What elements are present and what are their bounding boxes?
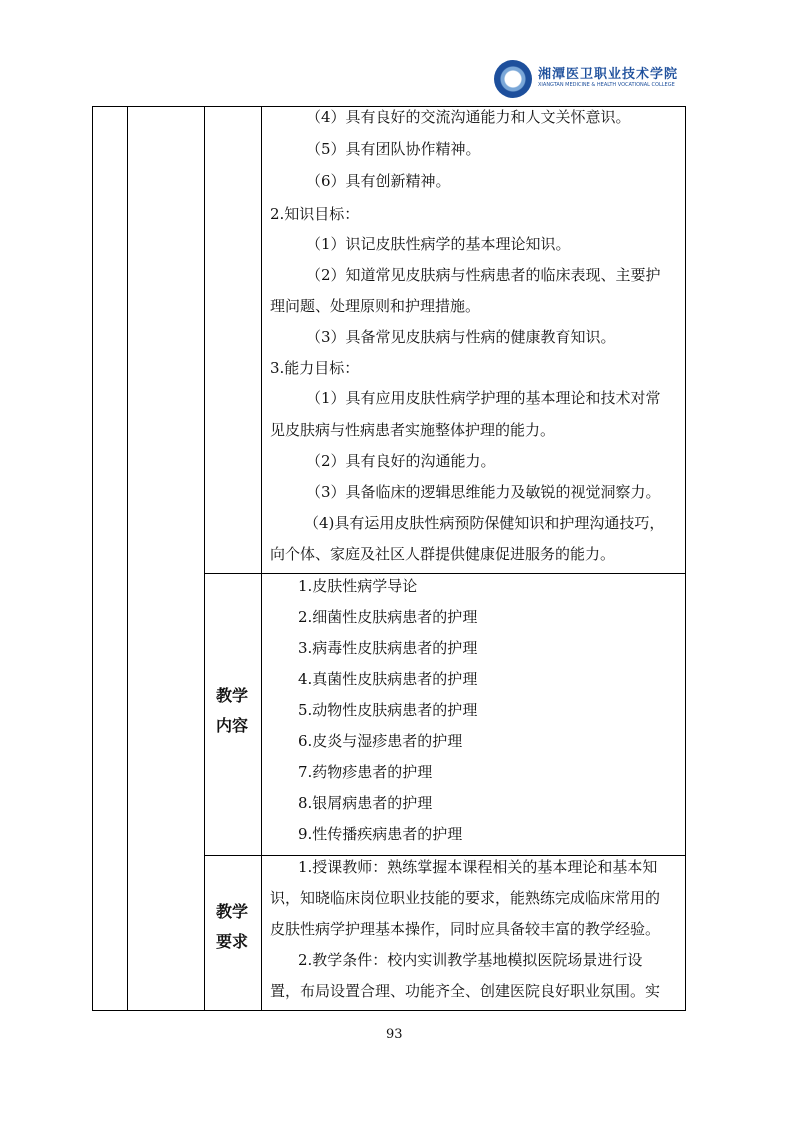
col-border-right	[685, 106, 686, 1011]
content-item: 7.药物疹患者的护理	[298, 763, 433, 781]
content-item: 4.真菌性皮肤病患者的护理	[298, 670, 478, 688]
content-label-line1: 教学	[216, 686, 249, 705]
objective-line: （4）具有良好的交流沟通能力和人文关怀意识。	[306, 108, 631, 126]
objective-line: 理问题、处理原则和护理措施。	[270, 297, 481, 315]
objective-heading: 3.能力目标：	[270, 359, 360, 377]
requirement-line: 1.授课教师：熟练掌握本课程相关的基本理论和基本知	[298, 858, 658, 876]
content-item: 2.细菌性皮肤病患者的护理	[298, 608, 478, 626]
college-logo	[494, 60, 679, 100]
requirement-line: 置，布局设置合理、功能齐全、创建医院良好职业氛围。实	[270, 982, 661, 1000]
course-table	[92, 106, 686, 1011]
objective-line: （1）具有应用皮肤性病学护理的基本理论和技术对常	[306, 389, 661, 407]
requirement-line: 皮肤性病学护理基本操作，同时应具备较丰富的教学经验。	[270, 920, 661, 938]
content-item: 8.银屑病患者的护理	[298, 794, 433, 812]
row-divider-requirements	[204, 855, 686, 856]
requirements-label-line1: 教学	[216, 902, 249, 921]
objective-line: （2）知道常见皮肤病与性病患者的临床表现、主要护	[306, 266, 661, 284]
row-divider-content	[204, 573, 686, 574]
content-item: 1.皮肤性病学导论	[298, 577, 418, 595]
content-label-line2: 内容	[216, 716, 249, 735]
college-name-en: XIANGTAN MEDICINE & HEALTH VOCATIONAL COLLEGE	[538, 82, 675, 88]
objective-line: （6）具有创新精神。	[306, 172, 451, 190]
content-item: 6.皮炎与湿疹患者的护理	[298, 732, 463, 750]
col-border-2	[127, 106, 128, 1011]
objective-line: （2）具有良好的沟通能力。	[306, 452, 496, 470]
content-item: 5.动物性皮肤病患者的护理	[298, 701, 478, 719]
objective-heading: 2.知识目标：	[270, 205, 360, 223]
objective-line: （3）具备临床的逻辑思维能力及敏锐的视觉洞察力。	[306, 483, 661, 501]
objective-line: 向个体、家庭及社区人群提供健康促进服务的能力。	[270, 545, 616, 563]
objective-line: 见皮肤病与性病患者实施整体护理的能力。	[270, 421, 556, 439]
college-name-cn: 湘潭医卫职业技术学院	[538, 67, 679, 82]
content-item: 9.性传播疾病患者的护理	[298, 825, 463, 843]
page-number: 93	[386, 1027, 403, 1042]
table-bottom-border	[92, 1010, 686, 1011]
table-top-border	[92, 106, 686, 107]
college-emblem-icon	[494, 60, 532, 98]
col-border-3	[204, 106, 205, 1011]
requirement-line: 2.教学条件：校内实训教学基地模拟医院场景进行设	[298, 951, 643, 969]
objective-line: （4)具有运用皮肤性病预防保健知识和护理沟通技巧，	[304, 514, 665, 532]
col-border-4	[261, 106, 262, 1011]
requirement-line: 识，知晓临床岗位职业技能的要求，能熟练完成临床常用的	[270, 889, 661, 907]
objective-line: （3）具备常见皮肤病与性病的健康教育知识。	[306, 328, 616, 346]
content-item: 3.病毒性皮肤病患者的护理	[298, 639, 478, 657]
objective-line: （1）识记皮肤性病学的基本理论知识。	[306, 235, 571, 253]
col-border-left	[92, 106, 93, 1011]
objective-line: （5）具有团队协作精神。	[306, 140, 481, 158]
requirements-label-line2: 要求	[216, 932, 249, 951]
